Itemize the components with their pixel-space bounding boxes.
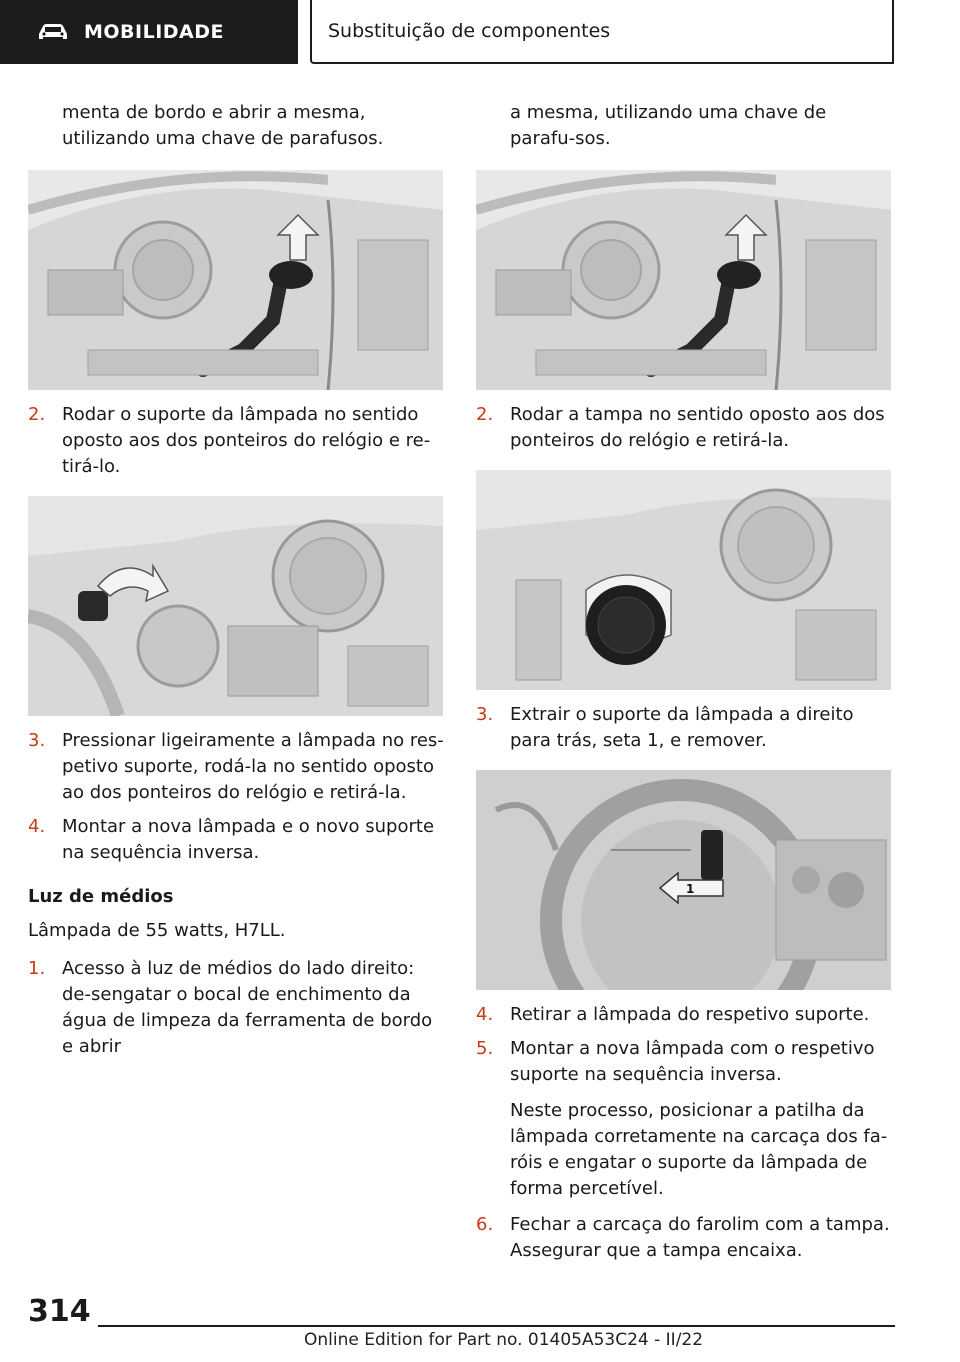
right-column (476, 100, 896, 1264)
page-number: 314 (28, 1294, 91, 1329)
list-item: 2. Rodar a tampa no sentido oposto aos dos ponteiros do relógio e retirá-la. (476, 404, 885, 451)
section-tab (0, 0, 298, 64)
section-heading: Luz de médios (28, 886, 174, 907)
list-item: 3. Pressionar ligeiramente a lâmpada no res-petivo suporte, rodá-la no sentido oposto ao dos ponteiros do relógio e retirá-la. (28, 730, 444, 803)
page-title: Substituição de componentes (328, 20, 611, 42)
list-item: 5. Montar a nova lâmpada com o respetivo suporte na sequência inversa. (476, 1038, 875, 1085)
car-icon (36, 22, 70, 42)
headlamp-figure-2 (28, 496, 443, 716)
left-intro: menta de bordo e abrir a mesma, utilizando uma chave de parafusos. (62, 102, 384, 149)
headlamp-figure-4 (476, 470, 891, 690)
headlamp-figure-1 (28, 170, 443, 390)
left-column (28, 100, 448, 1060)
list-item: 4. Montar a nova lâmpada e o novo suporte na sequência inversa. (28, 816, 435, 863)
list-item: 1. Acesso à luz de médios do lado direito: de-sengatar o bocal de enchimento da água de limpeza da ferramenta de bordo e abrir (28, 958, 433, 1057)
page-title-tab (310, 0, 894, 64)
headlamp-figure-3 (476, 170, 891, 390)
step-note: Neste processo, posicionar a patilha da lâmpada corretamente na carcaça dos fa-róis e engatar o suporte da lâmpada de forma percetível. (510, 1100, 888, 1199)
list-item: 3. Extrair o suporte da lâmpada a direito para trás, seta 1, e remover. (476, 704, 854, 751)
footer-divider (98, 1325, 895, 1327)
headlamp-figure-5 (476, 770, 891, 990)
list-item: 6. Fechar a carcaça do farolim com a tampa. Assegurar que a tampa encaixa. (476, 1214, 890, 1261)
right-intro: a mesma, utilizando uma chave de parafu-sos. (510, 102, 827, 149)
edition-note: Online Edition for Part no. 01405A53C24 - II/22 (304, 1330, 704, 1350)
list-item: 2. Rodar o suporte da lâmpada no sentido oposto aos dos ponteiros do relógio e re-tirá-lo. (28, 404, 431, 477)
bulb-spec: Lâmpada de 55 watts, H7LL. (28, 920, 286, 941)
arrow-label: 1 (686, 882, 695, 896)
list-item: 4. Retirar a lâmpada do respetivo suporte. (476, 1004, 870, 1025)
section-label: MOBILIDADE (84, 21, 225, 43)
